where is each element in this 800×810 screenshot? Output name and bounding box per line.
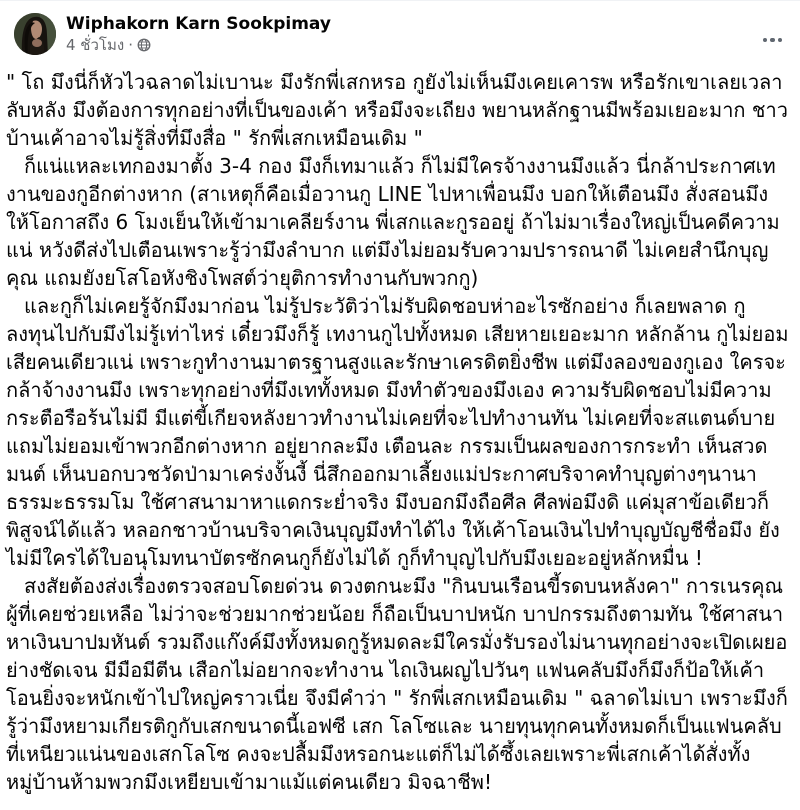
post-paragraph: สงสัยต้องส่งเรื่องตรวจสอบโดยด่วน ดวงตกนะมึง "กินบนเรือนขี้รดบนหลังคา" การเนรคุณผู้ที่เคยช่วยเหลือ ไม่ว่าจะช่วยมากช่วยน้อย ก็ถือเป็นบาปหนัก บาปกรรมถึงตามทัน ใช้ศาสนาหาเงินบาปมหันต์ รวมถึงแก๊งค์มึงทั้งหมดกูรู้หมดละมีใครมั่งรับรองไม่นานทุกอย่างจะเปิดเผยอย่างชัดเจน มีมือมีตีน เสือกไม่อยากจะทำงาน ไถเงินผญไปวันๆ แฟนคลับมึงก็มึงก็ป้อให้เค้าโอนยิ่งจะหนักเข้าไปใหญ่คราวเนี่ย จึงมีคำว่า " รักพี่เสกเหมือนเดิม " ฉลาดไม่เบา เพราะมึงก็รู้ว่ามึงหยามเกียรติกูกับเสกขนาดนี้เอฟซี เสก โลโซและ นายทุนทุกคนทั้งหมดก็เป็นแฟนคลับที่เหนียวแน่นของเสกโลโซ คงจะปลื้มมึงหรอกนะแต่ก็ไม่ได้ซึ้งเลยเพราะพี่เสกเค้าได้สั่งทั้งหมู่บ้านห้ามพวกมึงเหยียบเข้ามาแม้แต่คนเดียว มิจฉาชีพ!: [6, 574, 788, 794]
globe-icon: [137, 38, 151, 52]
dot-icon: [778, 38, 783, 43]
header-text: [66, 13, 331, 55]
avatar[interactable]: [14, 13, 56, 55]
dot-icon: [770, 38, 775, 43]
post-paragraph: ก็แน่แหละเทกองมาตั้ง 3-4 กอง มึงก็เทมาแล้ว ก็ไม่มีใครจ้างงานมึงแล้ว นี่กล้าประกาศเทงานของกูอีกต่างหาก (สาเหตุก็คือเมื่อวานกู LINE ไปหาเพื่อนมึง บอกให้เตือนมึง สั่งสอนมึงให้โอกาสถึง 6 โมงเย็นให้เข้ามาเคลียร์งาน พี่เสกและกูรออยู่ ถ้าไม่มาเรื่องใหญ่เป็นคดีความแน่ หวังดีส่งไปเตือนเพราะรู้ว่ามึงลำบาก แต่มึงไม่ยอมรับความปรารถนาดี ไม่เคยสำนึกบุญคุณ แถมยังยโสโอหังชิงโพสต์ว่ายุติการทำงานกับพวกกู): [6, 154, 780, 290]
author-name[interactable]: Wiphakorn Karn Sookpimay: [66, 13, 331, 34]
timestamp[interactable]: 4 ชั่วโมง: [66, 35, 125, 54]
post-meta: [66, 36, 331, 55]
more-options-button[interactable]: [746, 28, 782, 52]
post-paragraph: และกูก็ไม่เคยรู้จักมึงมาก่อน ไม่รู้ประวัติว่าไม่รับผิดชอบห่าอะไรซักอย่าง ก็เลยพลาด กูลงทุนไปกับมึงไม่รู้เท่าไหร่ เดี๋ยวมึงก็รู้ เทงานกูไปทั้งหมด เสียหายเยอะมาก หลักล้าน กูไม่ยอมเสียคนเดียวแน่ เพราะกูทำงานมาตรฐานสูงและรักษาเครดิตยิ่งชีพ แต่มึงลองของกูเอง ใครจะกล้าจ้างงานมึง เพราะทุกอย่างที่มึงเททั้งหมด มึงทำตัวของมึงเอง ความรับผิดชอบไม่มีความกระตือรือร้นไม่มี มีแต่ขี้เกียจหลังยาวทำงานไม่เคยที่จะไปทำงานทัน ไม่เคยที่จะสแตนด์บาย แถมไม่ยอมเข้าพวกอีกต่างหาก อยู่ยากละมึง เตือนละ กรรมเป็นผลของการกระทำ เห็นสวดมนต์ เห็นบอกบวชวัดป่ามาเคร่งงั้นงี้ นี่สึกออกมาเลี้ยงแม่ประกาศบริจาคทำบุญต่างๆนานา ธรรมะธรรมโม ใช้ศาสนามาหาแดกระย่ำจริง มึงบอกมึงถือศีล ศีลพ่อมึงดิ แค่มุสาข้อเดียวก็พิสูจน์ได้แล้ว หลอกชาวบ้านบริจาคเงินบุญมึงทำได้ไง ให้เค้าโอนเงินไปทำบุญบัญชีชื่อมึง ยังไม่มีใครได้ใบอนุโมทนาบัตรซักคนกูก็ยังไม่ได้ กูก็ทำบุญไปกับมึงเยอะอยู่หลักหมื่น !: [6, 294, 789, 570]
meta-separator: ·: [128, 35, 133, 54]
post-paragraph: " โถ มึงนี่ก็หัวไวฉลาดไม่เบานะ มึงรักพี่เสกหรอ กูยังไม่เห็นมึงเคยเคารพ หรือรักเขาเลยเวลาลับหลัง มึงต้องการทุกอย่างที่เป็นของเค้า หรือมึงจะเถียง พยานหลักฐานมีพร้อมเยอะมาก ชาวบ้านเค้าอาจไม่รู้สิ่งที่มึงสื่อ " รักพี่เสกเหมือนเดิม ": [6, 70, 788, 150]
avatar-photo: [14, 13, 56, 55]
post-header: [0, 10, 800, 60]
dot-icon: [763, 38, 768, 43]
post-body-text: [0, 60, 800, 810]
